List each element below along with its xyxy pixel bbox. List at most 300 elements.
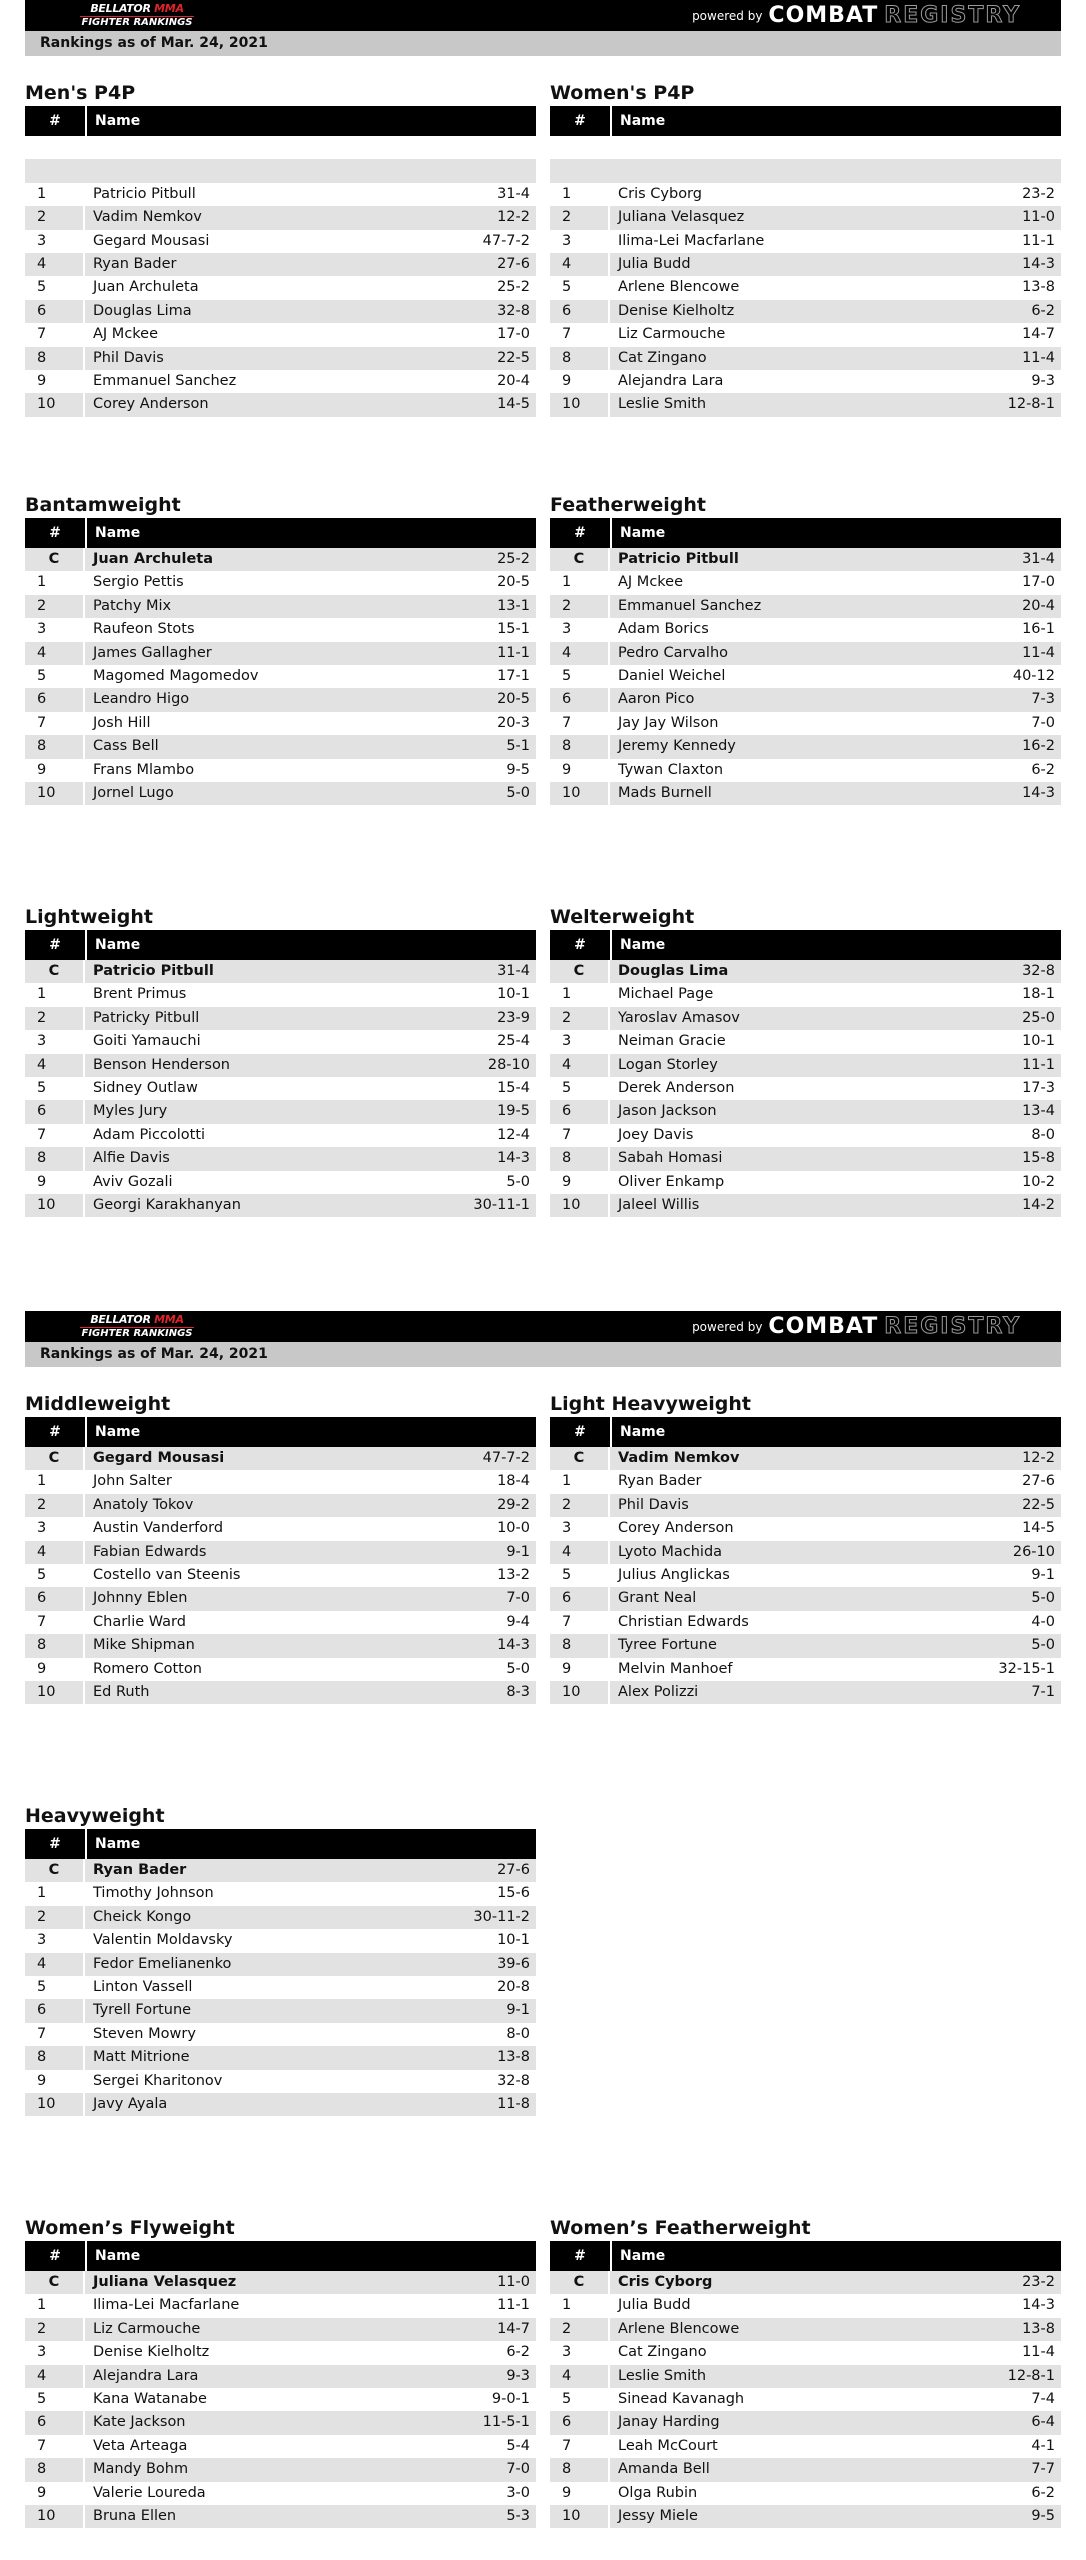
table-row — [25, 1681, 536, 1704]
table-row — [550, 2341, 1061, 2364]
fighter-name: Cat Zingano — [618, 2344, 707, 2361]
champion-row — [550, 1447, 1061, 1470]
table-row — [25, 1976, 536, 1999]
fighter-name: John Salter — [93, 1473, 172, 1490]
fighter-record: 6-2 — [1031, 302, 1055, 319]
fighter-record: 25-2 — [497, 551, 530, 567]
fighter-name: Neiman Gracie — [618, 1033, 726, 1050]
rank-cell: 3 — [25, 618, 85, 641]
table-row — [25, 1634, 536, 1657]
fighter-name: Juliana Velasquez — [93, 2274, 237, 2290]
fighter-name: Julia Budd — [618, 255, 691, 272]
table-row — [25, 1882, 536, 1905]
rank-cell: 7 — [25, 1611, 85, 1634]
table-row — [25, 1541, 536, 1564]
rank-cell: C — [25, 1859, 85, 1882]
ranking-section — [25, 1804, 536, 2116]
rank-cell: 10 — [25, 782, 85, 805]
table-row — [25, 2388, 536, 2411]
table-row — [550, 1147, 1061, 1170]
fighter-record: 14-3 — [1022, 255, 1055, 272]
rank-cell: 2 — [550, 2318, 610, 2341]
table-row — [550, 983, 1061, 1006]
rank-cell: 5 — [550, 1077, 610, 1100]
rank-cell: 7 — [550, 2435, 610, 2458]
rank-cell: 5 — [25, 1564, 85, 1587]
table-row — [25, 1494, 536, 1517]
rank-cell: 10 — [550, 393, 610, 416]
rank-cell: C — [25, 1447, 85, 1470]
fighter-name: Ryan Bader — [618, 1473, 702, 1490]
fighter-record: 7-7 — [1031, 2461, 1055, 2478]
ranking-section — [550, 493, 1061, 805]
ranking-section — [550, 905, 1061, 1217]
ranking-section — [550, 2216, 1061, 2528]
champion-row — [25, 1859, 536, 1882]
table-row — [550, 370, 1061, 393]
table-header — [25, 930, 536, 960]
table-header — [550, 1417, 1061, 1447]
table-row — [550, 1634, 1061, 1657]
fighter-name: Liz Carmouche — [93, 2320, 201, 2337]
name-column-header: Name — [95, 2248, 141, 2264]
rank-cell: 9 — [25, 1171, 85, 1194]
division-title: Bantamweight — [25, 494, 181, 516]
fighter-name: Benson Henderson — [93, 1056, 230, 1073]
table-header — [25, 518, 536, 548]
table-row — [550, 1681, 1061, 1704]
rank-cell: 2 — [550, 1494, 610, 1517]
table-row — [25, 323, 536, 346]
fighter-name: Liz Carmouche — [618, 326, 726, 343]
fighter-name: Jornel Lugo — [93, 784, 174, 801]
rank-cell: 1 — [550, 1470, 610, 1493]
rank-cell: 2 — [25, 595, 85, 618]
table-row — [550, 618, 1061, 641]
fighter-record: 39-6 — [497, 1955, 530, 1972]
rank-cell: 9 — [550, 2482, 610, 2505]
fighter-record: 5-0 — [506, 1173, 530, 1190]
fighter-name: Josh Hill — [93, 714, 151, 731]
fighter-name: Matt Mitrione — [93, 2049, 190, 2066]
fighter-name: Brent Primus — [93, 986, 187, 1003]
name-column-header: Name — [620, 1424, 666, 1440]
table-row — [550, 183, 1061, 206]
table-header — [25, 1417, 536, 1447]
fighter-record: 13-8 — [497, 2049, 530, 2066]
fighter-name: Olga Rubin — [618, 2484, 698, 2501]
table-row — [550, 665, 1061, 688]
fighter-record: 7-3 — [1031, 691, 1055, 708]
fighter-record: 23-2 — [1022, 2274, 1055, 2290]
rank-cell: 2 — [25, 206, 85, 229]
rank-cell: 5 — [25, 665, 85, 688]
fighter-name: Alejandra Lara — [93, 2367, 199, 2384]
fighter-record: 27-6 — [1022, 1473, 1055, 1490]
table-row — [550, 253, 1061, 276]
fighter-record: 16-2 — [1022, 738, 1055, 755]
fighter-record: 11-1 — [497, 2297, 530, 2314]
table-row — [25, 1054, 536, 1077]
table-row — [550, 323, 1061, 346]
fighter-record: 5-1 — [506, 738, 530, 755]
rank-cell: 3 — [550, 1517, 610, 1540]
rank-cell: 6 — [25, 688, 85, 711]
rank-cell: 2 — [25, 1906, 85, 1929]
champion-row — [25, 960, 536, 983]
fighter-name: Phil Davis — [93, 349, 164, 366]
rank-cell: 10 — [550, 1194, 610, 1217]
rank-cell: 6 — [25, 1100, 85, 1123]
fighter-name: Leah McCourt — [618, 2437, 718, 2454]
name-column-header: Name — [95, 1424, 141, 1440]
table-row — [25, 347, 536, 370]
fighter-record: 14-5 — [497, 396, 530, 413]
fighter-name: Juliana Velasquez — [618, 209, 745, 226]
fighter-name: Magomed Magomedov — [93, 667, 259, 684]
fighter-record: 12-4 — [497, 1126, 530, 1143]
fighter-record: 11-5-1 — [482, 2414, 530, 2431]
fighter-name: Logan Storley — [618, 1056, 718, 1073]
fighter-name: Cris Cyborg — [618, 185, 702, 202]
fighter-record: 29-2 — [497, 1496, 530, 1513]
fighter-name: Adam Borics — [618, 621, 709, 638]
table-row — [25, 2365, 536, 2388]
fighter-name: Ilima-Lei Macfarlane — [93, 2297, 240, 2314]
fighter-record: 14-3 — [497, 1637, 530, 1654]
rank-cell: 1 — [25, 1470, 85, 1493]
page-header — [25, 1311, 1061, 1342]
rank-cell: C — [550, 548, 610, 571]
fighter-record: 20-5 — [497, 574, 530, 591]
rank-cell: 3 — [550, 618, 610, 641]
fighter-record: 14-7 — [1022, 326, 1055, 343]
rank-cell: 5 — [25, 1976, 85, 1999]
rank-cell: 3 — [550, 2341, 610, 2364]
fighter-record: 6-2 — [1031, 2484, 1055, 2501]
fighter-record: 9-5 — [1031, 2507, 1055, 2524]
fighter-name: Vadim Nemkov — [618, 1450, 740, 1466]
fighter-record: 14-3 — [1022, 784, 1055, 801]
table-header — [550, 518, 1061, 548]
division-title: Women’s Flyweight — [25, 2217, 235, 2239]
rank-cell: 10 — [25, 1681, 85, 1704]
fighter-record: 11-4 — [1022, 644, 1055, 661]
fighter-name: Alejandra Lara — [618, 372, 724, 389]
fighter-name: Tywan Claxton — [618, 761, 724, 778]
fighter-name: Douglas Lima — [618, 963, 729, 979]
table-header — [25, 106, 536, 136]
fighter-record: 10-1 — [497, 986, 530, 1003]
rank-column-header: # — [550, 106, 612, 136]
rank-cell: 2 — [25, 2318, 85, 2341]
division-title: Women’s Featherweight — [550, 2217, 811, 2239]
fighter-record: 11-1 — [1022, 1056, 1055, 1073]
fighter-record: 13-2 — [497, 1566, 530, 1583]
fighter-name: Julia Budd — [618, 2297, 691, 2314]
table-row — [25, 2023, 536, 2046]
fighter-record: 7-0 — [506, 1590, 530, 1607]
fighter-record: 11-4 — [1022, 349, 1055, 366]
rank-cell: 3 — [25, 1030, 85, 1053]
rank-cell: 4 — [550, 1054, 610, 1077]
fighter-record: 9-3 — [506, 2367, 530, 2384]
fighter-name: Jay Jay Wilson — [618, 714, 719, 731]
rank-column-header: # — [25, 1417, 87, 1447]
fighter-name: Julius Anglickas — [618, 1566, 730, 1583]
rank-cell: 4 — [550, 253, 610, 276]
fighter-record: 10-1 — [1022, 1033, 1055, 1050]
table-row — [550, 595, 1061, 618]
rank-cell: 1 — [550, 183, 610, 206]
rank-cell: 3 — [25, 1517, 85, 1540]
fighter-name: Melvin Manhoef — [618, 1660, 733, 1677]
rank-cell: 3 — [550, 230, 610, 253]
table-row — [25, 2070, 536, 2093]
fighter-name: Costello van Steenis — [93, 1566, 241, 1583]
fighter-record: 10-1 — [497, 1932, 530, 1949]
fighter-name: Tyrell Fortune — [93, 2002, 192, 2019]
fighter-record: 15-4 — [497, 1079, 530, 1096]
table-row — [550, 1007, 1061, 1030]
fighter-record: 5-0 — [1031, 1637, 1055, 1654]
rank-cell: 9 — [25, 370, 85, 393]
bellator-logo: BELLATOR MMA FIGHTER RANKINGS — [81, 1313, 193, 1339]
page-header — [25, 0, 1061, 31]
rank-cell: 8 — [550, 735, 610, 758]
fighter-name: Leandro Higo — [93, 691, 190, 708]
table-row — [550, 1124, 1061, 1147]
table-row — [25, 735, 536, 758]
rank-cell: 7 — [550, 1611, 610, 1634]
fighter-record: 14-3 — [1022, 2297, 1055, 2314]
fighter-name: Corey Anderson — [93, 396, 209, 413]
fighter-record: 32-8 — [497, 302, 530, 319]
fighter-name: James Gallagher — [93, 644, 212, 661]
fighter-name: Grant Neal — [618, 1590, 697, 1607]
rank-cell: 7 — [25, 1124, 85, 1147]
division-title: Featherweight — [550, 494, 706, 516]
fighter-record: 47-7-2 — [482, 1450, 530, 1466]
fighter-record: 9-5 — [506, 761, 530, 778]
table-row — [25, 1077, 536, 1100]
fighter-record: 8-0 — [506, 2025, 530, 2042]
table-row — [550, 688, 1061, 711]
fighter-name: Austin Vanderford — [93, 1520, 224, 1537]
fighter-name: Patchy Mix — [93, 597, 172, 614]
table-row — [550, 712, 1061, 735]
fighter-record: 6-2 — [1031, 761, 1055, 778]
fighter-name: Yaroslav Amasov — [618, 1009, 740, 1026]
fighter-name: Leslie Smith — [618, 396, 707, 413]
fighter-name: Gegard Mousasi — [93, 1450, 225, 1466]
ranking-section — [25, 2216, 536, 2528]
division-title: Women's P4P — [550, 82, 695, 104]
fighter-record: 17-0 — [1022, 574, 1055, 591]
rank-cell: 7 — [550, 712, 610, 735]
rank-column-header: # — [25, 2241, 87, 2271]
fighter-name: Fabian Edwards — [93, 1543, 207, 1560]
fighter-record: 30-11-2 — [473, 1908, 530, 1925]
fighter-name: Veta Arteaga — [93, 2437, 188, 2454]
champion-row — [25, 2271, 536, 2294]
fighter-record: 20-5 — [497, 691, 530, 708]
fighter-record: 31-4 — [497, 963, 530, 979]
fighter-record: 13-1 — [497, 597, 530, 614]
fighter-name: Corey Anderson — [618, 1520, 734, 1537]
fighter-record: 6-4 — [1031, 2414, 1055, 2431]
fighter-record: 14-5 — [1022, 1520, 1055, 1537]
fighter-record: 12-8-1 — [1007, 396, 1055, 413]
rank-cell: 6 — [25, 2411, 85, 2434]
fighter-name: Mandy Bohm — [93, 2461, 189, 2478]
fighter-record: 11-8 — [497, 2095, 530, 2112]
fighter-record: 27-6 — [497, 1862, 530, 1878]
fighter-name: Michael Page — [618, 986, 714, 1003]
fighter-record: 12-8-1 — [1007, 2367, 1055, 2384]
fighter-record: 25-2 — [497, 279, 530, 296]
fighter-name: Arlene Blencowe — [618, 2320, 740, 2337]
table-row — [25, 1658, 536, 1681]
fighter-name: Jason Jackson — [618, 1103, 717, 1120]
champion-row — [550, 2271, 1061, 2294]
fighter-name: Sidney Outlaw — [93, 1079, 198, 1096]
table-row — [550, 759, 1061, 782]
fighter-name: Mike Shipman — [93, 1637, 195, 1654]
fighter-name: Anatoly Tokov — [93, 1496, 194, 1513]
table-row — [25, 2505, 536, 2528]
name-column-header: Name — [95, 1836, 141, 1852]
rank-cell: 9 — [25, 2070, 85, 2093]
fighter-record: 14-3 — [497, 1150, 530, 1167]
division-title: Middleweight — [25, 1393, 171, 1415]
fighter-name: Derek Anderson — [618, 1079, 735, 1096]
fighter-record: 26-10 — [1012, 1543, 1055, 1560]
fighter-name: Arlene Blencowe — [618, 279, 740, 296]
rank-cell: 8 — [550, 347, 610, 370]
rank-cell: 4 — [550, 642, 610, 665]
fighter-name: Joey Davis — [618, 1126, 694, 1143]
rank-column-header: # — [550, 518, 612, 548]
table-row — [550, 276, 1061, 299]
spacer-row — [550, 136, 1061, 159]
table-row — [25, 1007, 536, 1030]
table-row — [25, 1171, 536, 1194]
fighter-record: 16-1 — [1022, 621, 1055, 638]
fighter-name: Sergei Kharitonov — [93, 2072, 223, 2089]
rank-cell: 7 — [550, 323, 610, 346]
rank-cell: 2 — [550, 1007, 610, 1030]
rank-cell: 3 — [25, 2341, 85, 2364]
combat-registry-logo: powered by COMBAT REGISTRY — [692, 3, 1021, 28]
table-row — [25, 665, 536, 688]
rank-cell: 5 — [550, 1564, 610, 1587]
fighter-record: 10-0 — [497, 1520, 530, 1537]
fighter-record: 22-5 — [1022, 1496, 1055, 1513]
division-title: Heavyweight — [25, 1805, 165, 1827]
fighter-name: Amanda Bell — [618, 2461, 710, 2478]
fighter-name: Denise Kielholtz — [618, 302, 735, 319]
table-row — [25, 230, 536, 253]
fighter-record: 17-3 — [1022, 1079, 1055, 1096]
fighter-name: Patricio Pitbull — [93, 963, 214, 979]
fighter-record: 18-1 — [1022, 986, 1055, 1003]
fighter-record: 15-1 — [497, 621, 530, 638]
rank-cell: 9 — [25, 1658, 85, 1681]
fighter-name: Raufeon Stots — [93, 621, 195, 638]
spacer-row — [25, 136, 536, 159]
fighter-name: Georgi Karakhanyan — [93, 1196, 241, 1213]
table-row — [550, 782, 1061, 805]
rank-cell: 4 — [25, 642, 85, 665]
table-row — [550, 1077, 1061, 1100]
division-title: Welterweight — [550, 906, 695, 928]
fighter-name: Daniel Weichel — [618, 667, 726, 684]
fighter-record: 11-1 — [1022, 232, 1055, 249]
fighter-name: Sergio Pettis — [93, 574, 184, 591]
ranking-section — [25, 493, 536, 805]
fighter-name: Cat Zingano — [618, 349, 707, 366]
fighter-record: 23-2 — [1022, 185, 1055, 202]
fighter-record: 23-9 — [497, 1009, 530, 1026]
table-row — [25, 759, 536, 782]
rank-cell: 1 — [25, 1882, 85, 1905]
spacer-row — [550, 159, 1061, 182]
champion-row — [25, 1447, 536, 1470]
fighter-record: 13-8 — [1022, 2320, 1055, 2337]
table-row — [25, 595, 536, 618]
table-row — [550, 1658, 1061, 1681]
fighter-name: Emmanuel Sanchez — [93, 372, 237, 389]
table-row — [25, 253, 536, 276]
fighter-name: Christian Edwards — [618, 1613, 749, 1630]
table-row — [25, 1587, 536, 1610]
rank-cell: 8 — [25, 347, 85, 370]
champion-row — [550, 960, 1061, 983]
rank-cell: 4 — [550, 2365, 610, 2388]
rank-cell: 1 — [550, 983, 610, 1006]
table-row — [550, 571, 1061, 594]
ranking-section — [25, 1392, 536, 1704]
division-title: Light Heavyweight — [550, 1393, 751, 1415]
rank-cell: 6 — [25, 1587, 85, 1610]
fighter-record: 7-0 — [1031, 714, 1055, 731]
rank-cell: 7 — [25, 712, 85, 735]
table-row — [25, 183, 536, 206]
division-title: Men's P4P — [25, 82, 136, 104]
fighter-name: Ilima-Lei Macfarlane — [618, 232, 765, 249]
table-row — [550, 1054, 1061, 1077]
fighter-name: Patricky Pitbull — [93, 1009, 200, 1026]
ranking-section — [550, 1392, 1061, 1704]
fighter-record: 17-1 — [497, 667, 530, 684]
fighter-name: Bruna Ellen — [93, 2507, 177, 2524]
fighter-record: 11-4 — [1022, 2344, 1055, 2361]
table-row — [25, 1906, 536, 1929]
fighter-record: 5-4 — [506, 2437, 530, 2454]
fighter-record: 8-3 — [506, 1683, 530, 1700]
fighter-name: Jaleel Willis — [618, 1196, 700, 1213]
fighter-record: 7-0 — [506, 2461, 530, 2478]
rank-cell: 6 — [550, 300, 610, 323]
fighter-record: 20-3 — [497, 714, 530, 731]
table-row — [550, 2411, 1061, 2434]
rank-column-header: # — [25, 518, 87, 548]
fighter-record: 14-2 — [1022, 1196, 1055, 1213]
table-row — [550, 1517, 1061, 1540]
fighter-name: Valentin Moldavsky — [93, 1932, 233, 1949]
fighter-record: 11-1 — [497, 644, 530, 661]
